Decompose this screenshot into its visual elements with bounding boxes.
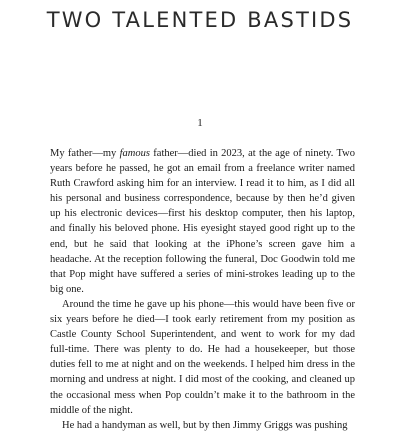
paragraph-3: He had a handyman as well, but by then Jimmy Griggs was pushing bbox=[62, 419, 348, 431]
paragraph-2: Around the time he gave up his phone—this would have been five or six years before he died—I took early retirement from my position as Castle County School Superintendent, and went to work for my dad full-time. There was plenty to do. He had a housekeeper, but those duties fell to me at night and on the weekends. I helped him dress in the morning and undress at night. I did most of the cooking, and cleaned up the occasional mess when Pop couldn’t make it to the bathroom in the middle of the night. bbox=[50, 298, 355, 416]
paragraph-1-text-end: father—died in 2023, at the age of ninety. Two years before he passed, he got an email from a freelance writer named Ruth Crawford asking him for an interview. I read it to him, as I did all his personal and business correspondence, because by then he’d given up his electronic devices—first his desktop computer, then his laptop, and finally his beloved phone. His eyesight stayed good right up to the end, but he said that looking at the iPhone’s screen gave him a headache. At the reception following the funeral, Doc Goodwin told me that Pop might have suffered a series of mini-strokes leading up to the big one. bbox=[50, 148, 355, 295]
chapter-number: 1 bbox=[197, 117, 203, 129]
chapter-body bbox=[50, 146, 355, 433]
paragraph-1 bbox=[50, 146, 355, 297]
paragraph-1-italic-word: famous bbox=[119, 148, 150, 159]
book-title: TWO TALENTED BASTIDS bbox=[46, 8, 354, 32]
paragraph-1-text-start: My father—my bbox=[50, 148, 120, 159]
